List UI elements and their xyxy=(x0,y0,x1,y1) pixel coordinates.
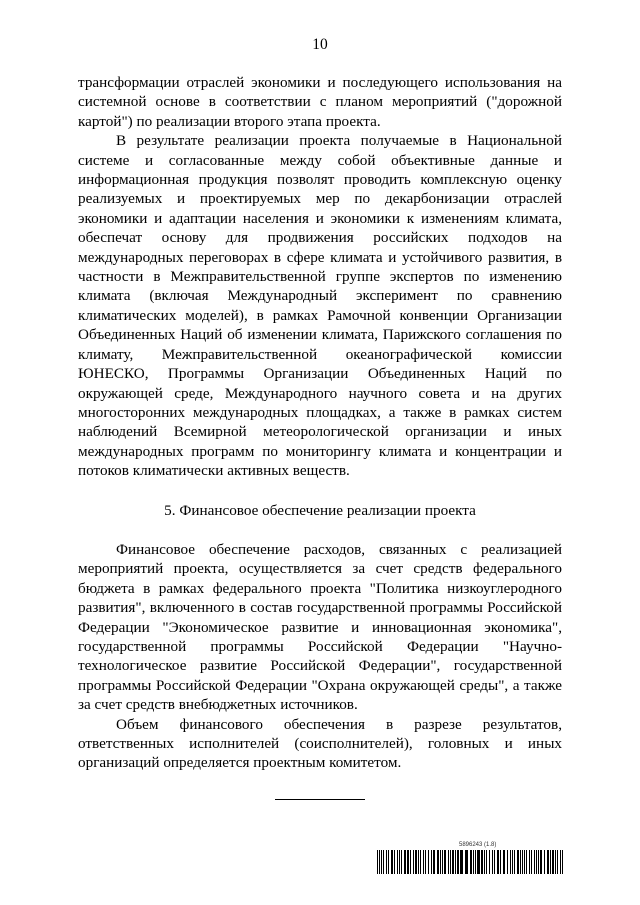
document-code: 5896243 (1.8) xyxy=(459,842,497,848)
paragraph: В результате реализации проекта получаемые в Национальной системе и согласованные между собой объективные данные и информационная продукция позволят проводить комплексную оценку реализуемых и проектируемых мер по декарбонизации отраслей экономики и адаптации населения и экономики к изменениям климата, обеспечат основу для продвижения российских подходов на международных переговорах в сфере климата и устойчивого развития, в частности в Межправительственной группе экспертов по изменению климата (включая Международный эксперимент по сравнению климатических моделей), в рамках Рамочной конвенции Организации Объединенных Наций об изменении климата, Парижского соглашения по климату, Межправительственной океанографической комиссии ЮНЕСКО, Программы Организации Объединенных Наций по окружающей среде, Международного научного совета и на других многосторонних международных площадках, а также в рамках систем наблюдений Всемирной метеорологической организации и иных международных программ по мониторингу климата и концентрации и потоков климатически активных веществ. xyxy=(78,132,562,480)
document-body xyxy=(78,73,562,773)
barcode-icon xyxy=(377,850,563,874)
page-number: 10 xyxy=(312,36,328,53)
paragraph: Объем финансового обеспечения в разрезе результатов, ответственных исполнителей (соисполнителей), головных и иных организаций определяется проектным комитетом. xyxy=(78,715,562,772)
paragraph: трансформации отраслей экономики и последующего использования на системной основе в соответствии с планом мероприятий ("дорожной картой") по реализации второго этапа проекта. xyxy=(78,74,562,130)
section-heading: 5. Финансовое обеспечение реализации проекта xyxy=(164,501,476,519)
paragraph: Финансовое обеспечение расходов, связанных с реализацией мероприятий проекта, осуществляется за счет средств федерального бюджета в рамках федерального проекта "Политика низкоуглеродного развития", включенного в состав государственной программы Российской Федерации "Экономическое развитие и инновационная экономика", государственной программы Российской Федерации "Научно-технологическое развитие Российской Федерации", государственной программы Российской Федерации "Охрана окружающей среды", а также за счет средств внебюджетных источников. xyxy=(78,540,562,714)
end-separator-line xyxy=(275,799,365,800)
